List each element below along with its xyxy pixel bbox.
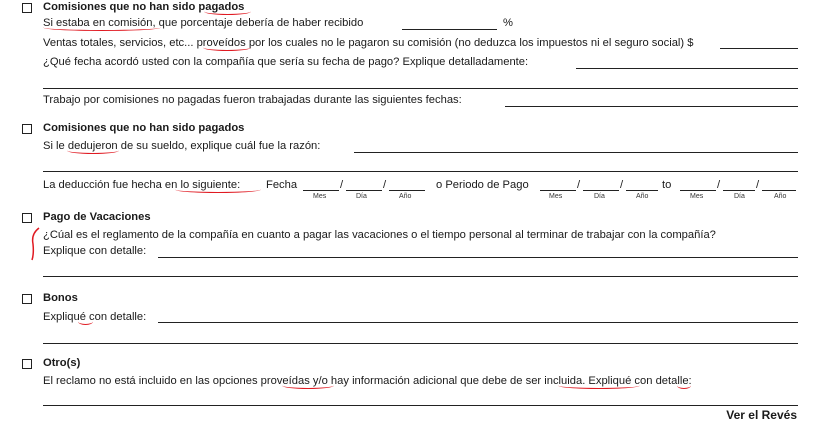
date-separator: / (340, 179, 344, 191)
annotation-underline (677, 382, 691, 389)
see-reverse-note: Ver el Revés (726, 408, 797, 422)
year-label: Año (636, 193, 649, 200)
checkbox-vacation[interactable] (22, 213, 32, 223)
work-dates-question: Trabajo por comisiones no pagadas fueron trabajadas durante las siguientes fechas: (43, 94, 462, 106)
commission-percentage-question: Si estaba en comisión, que porcentaje debería de haber recibido (43, 17, 364, 29)
other-explain-label: El reclamo no está incluido en las opciones proveídas y/o hay información adicional que debe de ser incluida. Expliqué con detalle: (43, 375, 692, 387)
total-sales-question: Ventas totales, servicios, etc... proveídos por los cuales no le pagaron su comisión (no deduzca los impuestos ni el seguro social) $ (43, 37, 694, 49)
checkbox-commissions-deducted[interactable] (22, 124, 32, 134)
date-separator: / (577, 179, 581, 191)
year-label: Año (774, 193, 787, 200)
other-explain-field[interactable] (43, 405, 798, 406)
deduction-made-label: La deducción fue hecha en lo siguiente: (43, 179, 241, 191)
commission-percentage-field[interactable] (402, 29, 497, 30)
annotation-underline (558, 382, 640, 389)
annotation-underline (43, 24, 161, 31)
year-label: Año (399, 193, 412, 200)
bonus-explain-field[interactable] (158, 322, 798, 323)
date-separator: / (756, 179, 760, 191)
month-label: Mes (313, 193, 327, 200)
fecha-year-field[interactable] (389, 190, 425, 191)
date-separator: / (383, 179, 387, 191)
annotation-underline (203, 44, 251, 51)
section-title-commissions-unpaid: Comisiones que no han sido pagados (43, 1, 245, 13)
date-separator: / (620, 179, 624, 191)
annotation-underline (204, 8, 251, 15)
annotation-underline (78, 318, 93, 325)
payment-date-field-2[interactable] (43, 88, 798, 89)
deduction-reason-question: Si le dedujeron de su sueldo, explique cuál fue la razón: (43, 140, 321, 152)
day-label: Día (594, 193, 605, 200)
period-to-day-field[interactable] (723, 190, 755, 191)
section-title-commissions-deducted: Comisiones que no han sido pagados (43, 122, 245, 134)
checkbox-bonus[interactable] (22, 294, 32, 304)
vacation-explain-field-2[interactable] (43, 276, 798, 277)
period-from-year-field[interactable] (626, 190, 658, 191)
percent-sign: % (503, 17, 513, 29)
month-label: Mes (690, 193, 704, 200)
payment-date-question: ¿Qué fecha acordó usted con la compañía que sería su fecha de pago? Explique detalladamente: (43, 56, 529, 68)
deduction-reason-field-2[interactable] (43, 171, 798, 172)
vacation-policy-question: ¿Cúal es el reglamento de la compañía en cuanto a pagar las vacaciones o el tiempo personal al terminar de trabajar con la compañía? (43, 229, 716, 241)
work-dates-field[interactable] (505, 106, 798, 107)
bonus-explain-label: Expliqué con detalle: (43, 311, 147, 323)
fecha-day-field[interactable] (346, 190, 382, 191)
period-to-month-field[interactable] (680, 190, 716, 191)
period-to-year-field[interactable] (762, 190, 796, 191)
total-sales-field[interactable] (720, 48, 798, 49)
period-from-day-field[interactable] (583, 190, 619, 191)
section-title-vacation: Pago de Vacaciones (43, 211, 151, 223)
vacation-explain-field[interactable] (158, 257, 798, 258)
annotation-bracket (28, 226, 42, 262)
annotation-underline (282, 382, 334, 389)
day-label: Día (734, 193, 745, 200)
month-label: Mes (549, 193, 563, 200)
fecha-label: Fecha (266, 179, 298, 191)
section-title-bonus: Bonos (43, 292, 78, 304)
period-from-month-field[interactable] (540, 190, 576, 191)
annotation-underline (175, 186, 261, 193)
section-title-other: Otro(s) (43, 357, 81, 369)
to-label: to (662, 179, 672, 191)
vacation-explain-label: Explique con detalle: (43, 245, 147, 257)
deduction-reason-field[interactable] (354, 152, 798, 153)
payment-date-field[interactable] (576, 68, 798, 69)
checkbox-other[interactable] (22, 359, 32, 369)
annotation-underline (67, 147, 119, 154)
fecha-month-field[interactable] (303, 190, 339, 191)
day-label: Día (356, 193, 367, 200)
checkbox-commissions-unpaid[interactable] (22, 3, 32, 13)
bonus-explain-field-2[interactable] (43, 343, 798, 344)
pay-period-label: o Periodo de Pago (436, 179, 529, 191)
date-separator: / (717, 179, 721, 191)
